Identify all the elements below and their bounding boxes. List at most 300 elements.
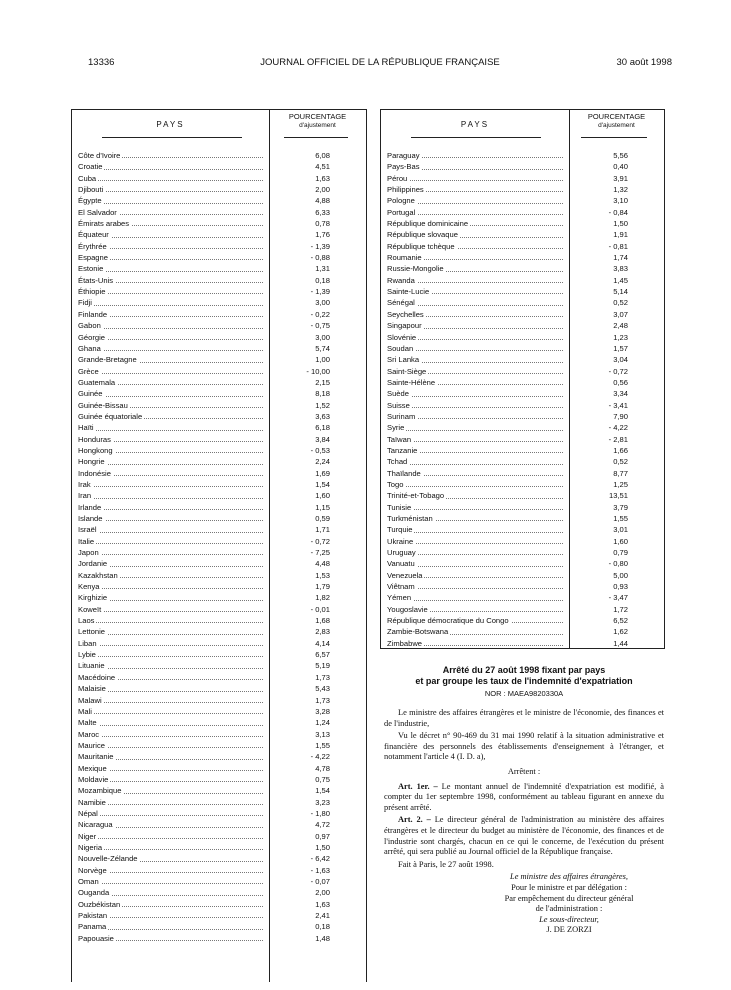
country-name: République démocratique du Congo [387,616,509,626]
table-row [381,332,664,343]
table-header [72,110,366,140]
leader-dots [78,622,263,623]
country-name: Hongrie [78,457,105,467]
country-name: Roumanie [387,253,422,263]
signature-line3: Par empêchement du directeur général [504,893,634,903]
adjustment-value: 8,77 [613,468,628,478]
adjustment-value: 1,44 [613,638,628,648]
country-name: Suisse [387,400,410,410]
leader-dots [78,305,263,306]
table-row [72,354,366,365]
table-row [381,377,664,388]
journal-title: JOURNAL OFFICIEL DE LA RÉPUBLIQUE FRANÇAISE [260,57,500,68]
issue-date: 30 août 1998 [616,57,672,68]
country-name: Lybie [78,650,96,660]
header-underline [581,137,647,138]
country-name: Maroc [78,729,100,739]
country-name: Rwanda [387,275,415,285]
table-row [72,252,366,263]
country-name: Pérou [387,173,408,183]
table-row [72,388,366,399]
adjustment-value: 3,10 [613,196,628,206]
country-name: Seychelles [387,309,424,319]
header-pct-line2: d'ajustement [598,122,635,129]
adjustment-value: 1,73 [315,695,330,705]
country-name: Guinée-Bissau [78,400,128,410]
leader-dots [78,532,263,533]
table-row [72,286,366,297]
country-name: Sénégal [387,298,415,308]
adjustment-value: - 4,22 [310,752,330,762]
adjustment-value: - 0,22 [310,309,330,319]
table-row [381,184,664,195]
adjustment-value: 3,84 [315,434,330,444]
country-name: Portugal [387,207,416,217]
leader-dots [78,611,263,612]
country-name: Vanuatu [387,559,415,569]
leader-dots [78,180,263,181]
adjustment-value: 5,19 [315,661,330,671]
table-row [72,615,366,626]
adjustment-value: 6,18 [315,423,330,433]
country-name: Yougoslavie [387,604,428,614]
table-row [381,524,664,535]
country-name: Kirghizie [78,593,108,603]
article-2 [384,815,664,857]
table-row [72,150,366,161]
arrete-title-line1: Arrêté du 27 août 1998 fixant par pays [442,665,606,675]
leader-dots [78,509,263,510]
table-row [381,502,664,513]
table-row [381,547,664,558]
table-row [72,297,366,308]
leader-dots [78,554,263,555]
country-name: Nouvelle-Zélande [78,854,138,864]
adjustment-value: 1,73 [315,672,330,682]
leader-dots [78,328,263,329]
table-row [381,366,664,377]
table-row [72,819,366,830]
table-row [72,638,366,649]
country-name: Ukraine [387,536,414,546]
country-name: Finlande [78,309,108,319]
country-name: Irak [78,479,91,489]
country-name: Pakistan [78,911,108,921]
header-percentage [269,113,366,130]
table-row [72,524,366,535]
country-name: République dominicaine [387,219,469,229]
country-name: Pays-Bas [387,162,420,172]
country-name: Macédoine [78,672,116,682]
country-name: Iran [78,491,92,501]
header-pct-line2: d'ajustement [299,122,336,129]
adjustment-value: - 0,07 [310,877,330,886]
country-name: Malaisie [78,684,106,694]
country-name: Surinam [387,411,416,421]
paragraph-vu: Vu le décret n° 90-469 du 31 mai 1990 relatif à la situation administrative et financière des personnels des établissements d'enseignement à l'étranger, et notamment l'article 4 (I. D. a), [384,731,664,762]
country-name: Hongkong [78,445,113,455]
adjustment-value: 1,60 [315,491,330,501]
country-name: Guatemala [78,377,116,387]
country-name: Tchad [387,457,408,467]
adjustment-value: 6,33 [315,207,330,217]
adjustment-value: 1,63 [315,173,330,183]
adjustment-value: 1,82 [315,593,330,603]
adjustment-value: 5,43 [315,684,330,694]
country-name: Oman [78,877,99,886]
adjustment-value: 1,52 [315,400,330,410]
adjustment-value: 1,69 [315,468,330,478]
table-row [72,729,366,740]
leader-dots [78,815,263,816]
country-name: Kazakhstan [78,570,118,580]
table-row [381,343,664,354]
country-name: Mauritanie [78,752,114,762]
country-name: Tunisie [387,502,412,512]
table-row [381,490,664,501]
arrete-title-line2: et par groupe les taux de l'indemnité d'expatriation [415,676,633,686]
adjustment-value: 2,48 [613,321,628,331]
country-name: Honduras [78,434,111,444]
table-row [381,161,664,172]
leader-dots [387,600,563,601]
country-name: Italie [78,536,95,546]
country-name: Guinée équatoriale [78,411,143,421]
table-row [381,218,664,229]
adjustment-value: 4,14 [315,638,330,648]
adjustment-value: 1,32 [613,185,628,195]
country-name: Soudan [387,343,414,353]
page-header [88,57,672,71]
table-row [72,887,366,898]
adjustment-value: 1,24 [315,718,330,728]
arretent: Arrêtent : [507,766,541,776]
adjustment-value: 0,78 [315,219,330,229]
header-pays: PAYS [460,120,490,129]
table-row [381,422,664,433]
adjustment-value: 1,72 [613,604,628,614]
table-row [72,570,366,581]
signature-name: J. DE ZORZI [546,925,592,935]
table-row [381,320,664,331]
article-2-text: Le directeur général de l'administration au ministère des affaires étrangères et le directeur du budget au ministère de l'économie, des finances et de l'industrie sont chargés, chacun en ce qui le concerne, de l'exécution du présent arrêté, qui sera publié au Journal officiel de la République française. [384,815,665,857]
table-row [72,876,366,887]
table-row [381,434,664,445]
adjustment-value: 4,51 [315,162,330,172]
country-name: Ouganda [78,888,110,898]
country-name: Philippines [387,185,424,195]
article-2-label: Art. 2. – [398,815,431,825]
leader-dots [78,543,263,544]
country-name: Mexique [78,763,107,773]
table-row [72,536,366,547]
table-row [381,558,664,569]
country-name: Guinée [78,389,103,399]
adjustment-value: 6,52 [613,616,628,626]
table-row [72,502,366,513]
table-row [72,184,366,195]
table-row [72,808,366,819]
country-name: Saint-Siège [387,366,427,376]
table-row [381,592,664,603]
adjustment-value: 4,88 [315,196,330,206]
table-row [381,241,664,252]
country-name: Malawi [78,695,102,705]
table-row [72,706,366,717]
table-row [72,649,366,660]
table-row [381,468,664,479]
country-name: Pologne [387,196,415,206]
table-row [72,831,366,842]
table-row [72,275,366,286]
leader-dots [78,373,263,374]
leader-dots [78,713,263,714]
table-row [72,332,366,343]
table-row [381,354,664,365]
adjustment-value: 3,01 [613,525,628,535]
adjustment-value: 4,78 [315,763,330,773]
table-row [72,411,366,422]
adjustment-value: 1,55 [613,514,628,523]
table-row [72,797,366,808]
leader-dots [387,396,563,397]
leader-dots [387,441,563,442]
adjustment-value: 3,00 [315,298,330,308]
country-name: Lituanie [78,661,105,671]
table-row [72,241,366,252]
table-row [381,513,664,524]
table-row [72,207,366,218]
country-name: Papouasie [78,933,114,943]
leader-dots [78,396,263,397]
country-name: Taïwan [387,434,412,444]
country-name: Malte [78,718,97,728]
adjustment-value: 1,74 [613,253,628,263]
table-row [72,910,366,921]
adjustment-value: 0,40 [613,162,628,172]
adjustment-value: - 1,80 [310,808,330,818]
table-row [72,853,366,864]
leader-dots [387,180,563,181]
adjustment-value: 1,79 [315,582,330,592]
country-name: Grande-Bretagne [78,355,137,365]
country-name: Équateur [78,230,109,240]
country-name: Jordanie [78,559,108,569]
country-name: Moldavie [78,774,109,784]
adjustment-value: 0,18 [315,275,330,285]
country-name: Sainte-Lucie [387,287,430,297]
table-row [72,547,366,558]
country-name: République tchèque [387,241,455,251]
left-table [71,109,367,982]
table-row [72,456,366,467]
table-row [72,774,366,785]
country-name: Turkménistan [387,514,433,523]
adjustment-value: 3,83 [613,264,628,274]
adjustment-value: 1,60 [613,536,628,546]
country-name: Panama [78,922,107,932]
table-row [72,695,366,706]
adjustment-value: - 1,39 [310,287,330,297]
country-name: Lettonie [78,627,106,637]
adjustment-value: 0,97 [315,831,330,841]
adjustment-value: 1,62 [613,627,628,637]
country-name: Venezuela [387,570,423,580]
leader-dots [78,588,263,589]
table-row [72,899,366,910]
table-row [72,558,366,569]
table-row [72,195,366,206]
country-name: Paraguay [387,151,420,160]
table-row [381,626,664,637]
table-row [72,626,366,637]
table-row [72,479,366,490]
country-name: Singapour [387,321,422,331]
adjustment-value: 1,45 [613,275,628,285]
table-row [72,672,366,683]
country-name: Sainte-Hélène [387,377,436,387]
table-row [72,751,366,762]
country-name: Norvège [78,865,107,875]
table-row [381,400,664,411]
adjustment-value: 1,54 [315,786,330,796]
page-number: 13336 [88,57,115,68]
left-rows [72,150,366,944]
adjustment-value: 1,76 [315,230,330,240]
country-name: Cuba [78,173,97,183]
country-name: Népal [78,808,98,818]
nor-reference: NOR : MAEA9820330A [484,689,564,698]
table-row [72,660,366,671]
leader-dots [78,191,263,192]
country-name: Namibie [78,797,106,807]
adjustment-value: 1,63 [315,899,330,909]
adjustment-value: 1,57 [613,343,628,353]
leader-dots [387,464,563,465]
adjustment-value: 0,18 [315,922,330,932]
table-row [72,218,366,229]
header-pct-line1: POURCENTAGE [288,112,347,121]
right-rows [381,150,664,649]
country-name: Togo [387,479,404,489]
country-name: Zambie-Botswana [387,627,449,637]
adjustment-value: 1,54 [315,479,330,489]
adjustment-value: - 0,72 [310,536,330,546]
adjustment-value: 6,57 [315,650,330,660]
country-name: Viêtnam [387,582,415,592]
table-row [381,173,664,184]
adjustment-value: 1,91 [613,230,628,240]
table-row [72,400,366,411]
adjustment-value: 1,23 [613,332,628,342]
table-row [72,513,366,524]
country-name: Nigeria [78,842,103,852]
adjustment-value: 1,55 [315,740,330,750]
table-row [381,309,664,320]
adjustment-value: - 3,47 [608,593,628,603]
table-row [72,717,366,728]
leader-dots [78,520,263,521]
leader-dots [387,509,563,510]
arrete-body [384,708,664,936]
adjustment-value: 2,15 [315,377,330,387]
adjustment-value: - 2,81 [608,434,628,444]
country-name: Espagne [78,253,108,263]
adjustment-value: 1,68 [315,616,330,626]
adjustment-value: - 0,53 [310,445,330,455]
table-row [381,536,664,547]
table-row [381,286,664,297]
table-row [381,263,664,274]
adjustment-value: - 10,00 [306,366,330,376]
leader-dots [78,498,263,499]
country-name: Liban [78,638,97,648]
adjustment-value: 0,52 [613,457,628,467]
country-name: Indonésie [78,468,111,478]
fait-a-paris: Fait à Paris, le 27 août 1998. [398,859,494,869]
table-row [72,683,366,694]
adjustment-value: 3,91 [613,173,628,183]
table-row [381,252,664,263]
country-name: Mali [78,706,92,716]
leader-dots [78,645,263,646]
table-row [381,297,664,308]
country-name: Tanzanie [387,445,418,455]
article-1-text: Le montant annuel de l'indemnité d'expatriation est modifié, à compter du 1er septembre 1998, conformément au tableau figurant en annexe du présent arrêté. [384,781,665,812]
country-name: Djibouti [78,185,104,195]
country-name: Islande [78,514,103,523]
header-pct-line1: POURCENTAGE [587,112,646,121]
leader-dots [387,407,563,408]
adjustment-value: 5,56 [613,151,628,160]
leader-dots [78,486,263,487]
table-row [381,479,664,490]
adjustment-value: - 0,84 [608,207,628,217]
country-name: Haïti [78,423,94,433]
article-1 [384,782,664,814]
adjustment-value: - 1,63 [310,865,330,875]
country-name: Thaïlande [387,468,421,478]
adjustment-value: 3,79 [613,502,628,512]
country-name: Croatie [78,162,103,172]
leader-dots [78,203,263,204]
country-name: République slovaque [387,230,458,240]
table-row [72,842,366,853]
table-row [381,195,664,206]
adjustment-value: 2,24 [315,457,330,467]
paragraph-ministers: Le ministre des affaires étrangères et le ministre de l'économie, des finances et de l'industrie, [384,708,664,728]
adjustment-value: 1,71 [315,525,330,535]
table-row [381,411,664,422]
table-row [72,865,366,876]
adjustment-value: 0,79 [613,548,628,558]
signature-line2: Pour le ministre et par délégation : [511,882,627,892]
header-underline [411,137,541,138]
country-name: Ghana [78,343,101,353]
header-underline [284,137,348,138]
table-row [72,933,366,944]
table-row [72,161,366,172]
table-row [72,592,366,603]
adjustment-value: 1,25 [613,479,628,489]
table-row [72,422,366,433]
table-row [381,229,664,240]
table-row [381,275,664,286]
adjustment-value: 0,59 [315,514,330,523]
adjustment-value: 0,75 [315,774,330,784]
adjustment-value: 1,50 [315,842,330,852]
country-name: Uruguay [387,548,416,558]
